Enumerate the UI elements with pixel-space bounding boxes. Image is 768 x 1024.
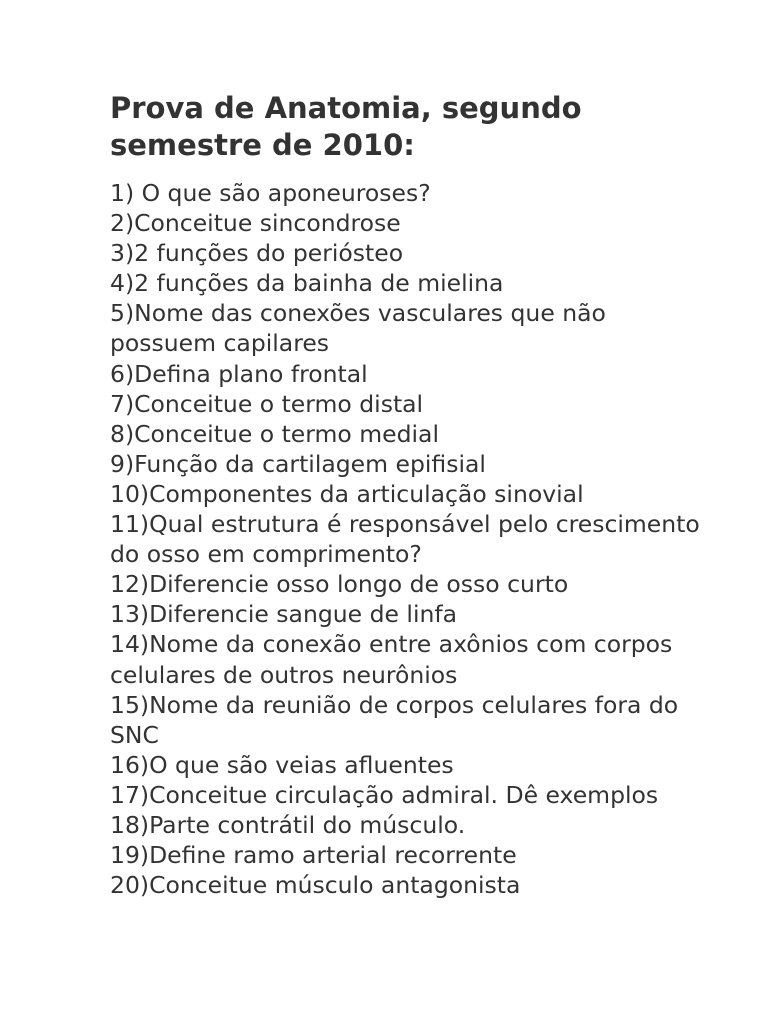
question-item: 20)Conceitue músculo antagonista xyxy=(110,871,521,900)
question-item: 12)Diferencie osso longo de osso curto xyxy=(110,570,569,599)
question-item: 18)Parte contrátil do músculo. xyxy=(110,810,466,839)
question-item: 5)Nome das conexões vasculares que não possuem capilares xyxy=(110,299,606,358)
document-title: Prova de Anatomia, segundo semestre de 2010: xyxy=(110,91,582,162)
question-item: 8)Conceitue o termo medial xyxy=(110,419,439,448)
question-item: 9)Função da cartilagem epifisial xyxy=(110,449,486,478)
question-item: 11)Qual estrutura é responsável pelo crescimento do osso em comprimento? xyxy=(110,510,700,569)
question-item: 16)O que são veias afluentes xyxy=(110,750,454,779)
question-item: 10)Componentes da articulação sinovial xyxy=(110,479,584,508)
question-list xyxy=(110,178,710,900)
question-item: 13)Diferencie sangue de linfa xyxy=(110,600,458,629)
question-item: 15)Nome da reunião de corpos celulares fora do SNC xyxy=(110,690,679,749)
question-item: 17)Conceitue circulação admiral. Dê exemplos xyxy=(110,780,659,809)
document-page xyxy=(110,90,710,900)
question-item: 7)Conceitue o termo distal xyxy=(110,389,424,418)
question-item: 2)Conceitue sincondrose xyxy=(110,209,401,238)
question-item: 4)2 funções da bainha de mielina xyxy=(110,269,504,298)
question-item: 1) O que são aponeuroses? xyxy=(110,179,431,207)
question-item: 19)Define ramo arterial recorrente xyxy=(110,841,517,870)
question-item: 14)Nome da conexão entre axônios com corpos celulares de outros neurônios xyxy=(110,630,673,689)
question-item: 6)Defina plano frontal xyxy=(110,359,368,388)
question-item: 3)2 funções do periósteo xyxy=(110,239,404,268)
